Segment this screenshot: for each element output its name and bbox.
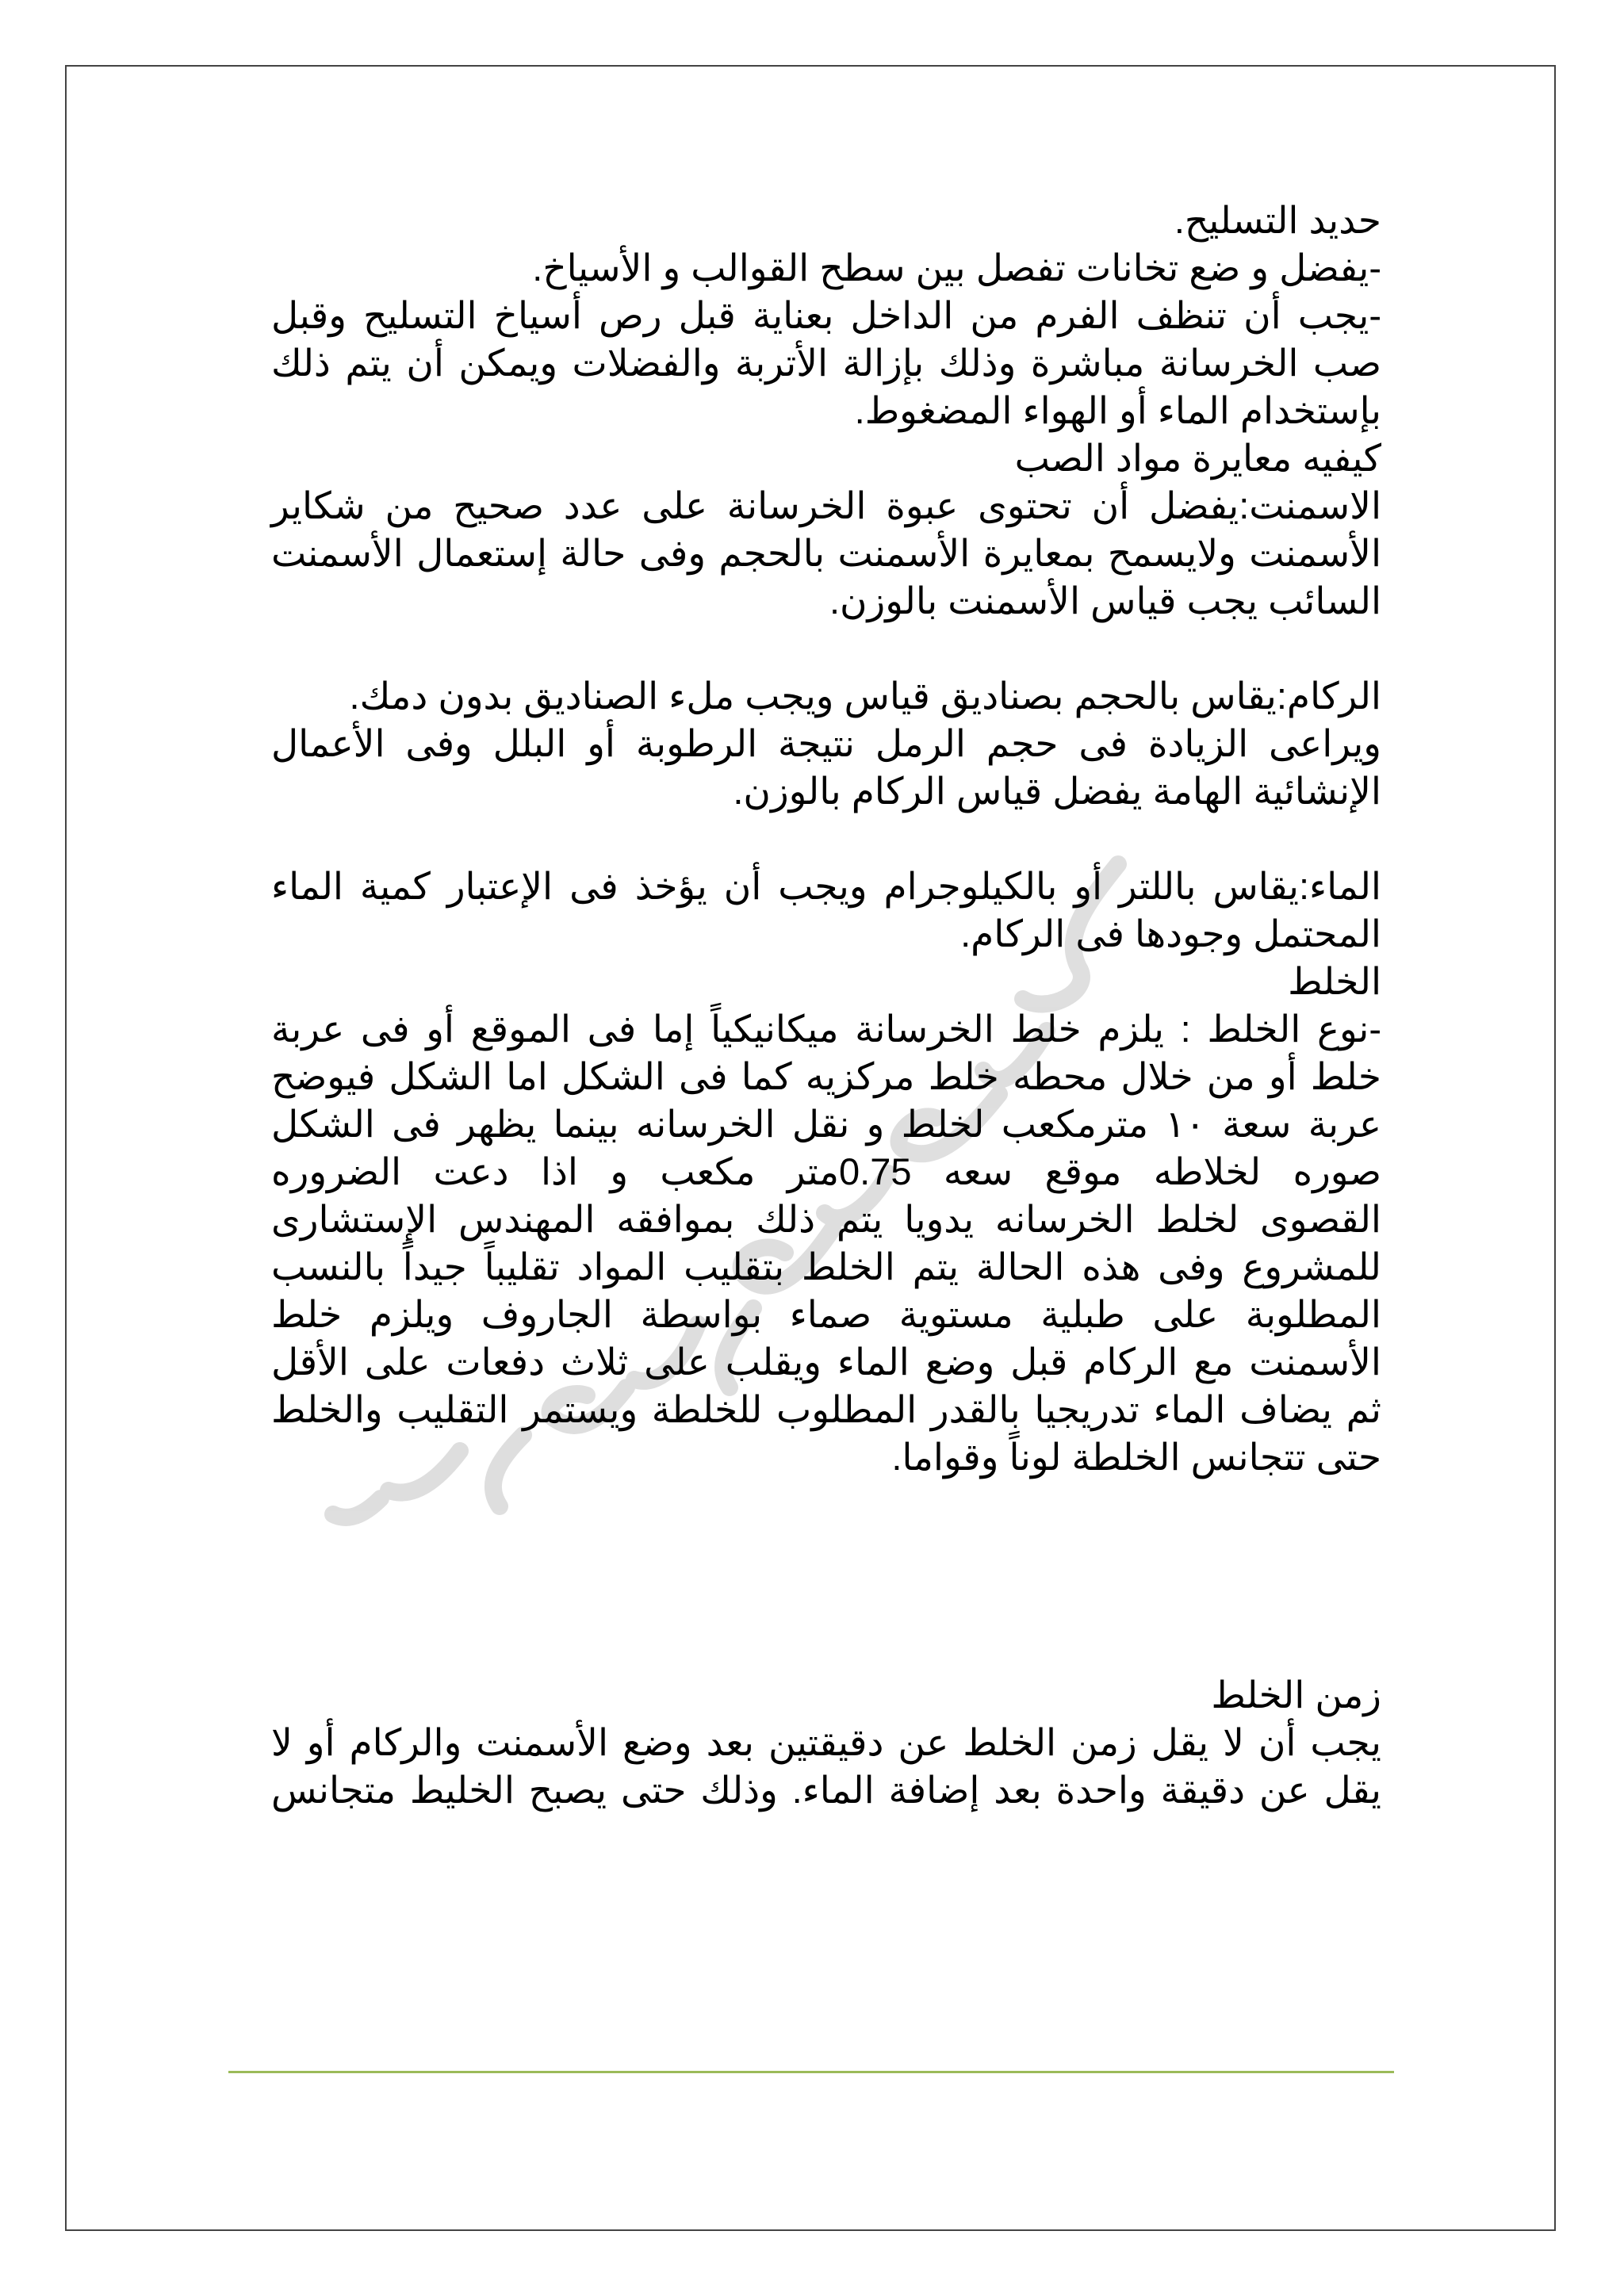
heading-calibration: كيفيه معايرة مواد الصب [1014,437,1381,479]
heading-mixing-time: زمن الخلط [1211,1674,1381,1716]
paragraph-line: ويراعى الزيادة فى حجم الرمل نتيجة الرطوبة أو البلل وفى الأعمال [271,722,1381,764]
paragraph-line: الاسمنت:يفضل أن تحتوى عبوة الخرسانة على عدد صحيح من شكاير [271,484,1381,526]
heading-mixing: الخلط [1288,960,1381,1002]
paragraph-line: -يفضل و ضع تخانات تفصل بين سطح القوالب و الأسياخ. [532,247,1381,289]
paragraph-line: يقل عن دقيقة واحدة بعد إضافة الماء. وذلك حتى يصبح الخليط متجانس [271,1769,1381,1811]
paragraph-line: ثم يضاف الماء تدريجيا بالقدر المطلوب للخلطة ويستمر التقليب والخلط [271,1388,1381,1430]
paragraph-line: القصوى لخلط الخرسانه يدويا يتم ذلك بموافقه المهندس الإستشارى [271,1198,1381,1240]
paragraph-line: الماء:يقاس باللتر أو بالكيلوجرام ويجب أن يؤخذ فى الإعتبار كمية الماء [271,865,1381,907]
paragraph-line: حتى تتجانس الخلطة لوناً وقواما. [891,1436,1381,1478]
paragraph-line: المحتمل وجودها فى الركام. [960,913,1381,955]
paragraph-line: -يجب أن تنظف الفرم من الداخل بعناية قبل رص أسياخ التسليح وقبل [271,294,1381,336]
paragraph-line: يجب أن لا يقل زمن الخلط عن دقيقتين بعد وضع الأسمنت والركام أو لا [271,1721,1381,1763]
heading-rebar: حديد التسليح. [1174,199,1381,241]
paragraph-line: الركام:يقاس بالحجم بصناديق قياس ويجب ملء الصناديق بدون دمك. [349,675,1381,717]
footer-rule [228,2071,1394,2073]
paragraph-line: السائب يجب قياس الأسمنت بالوزن. [829,580,1381,622]
paragraph-line: للمشروع وفى هذه الحالة يتم الخلط بتقليب المواد تقليباً جيداً بالنسب [271,1246,1381,1288]
paragraph-line: الأسمنت ولايسمح بمعايرة الأسمنت بالحجم وفى حالة إستعمال الأسمنت [271,532,1381,574]
paragraph-line: صب الخرسانة مباشرة وذلك بإزالة الأتربة والفضلات ويمكن أن يتم ذلك [271,342,1381,384]
blank-lines [271,1481,1381,1671]
paragraph-line: عربة سعة ١٠ مترمكعب لخلط و نقل الخرسانه بينما يظهر فى الشكل [271,1103,1381,1145]
paragraph-line: الإنشائية الهامة يفضل قياس الركام بالوزن. [733,770,1381,812]
paragraph-line: المطلوبة على طبلية مستوية صماء بواسطة الجاروف ويلزم خلط [271,1293,1381,1335]
paragraph-line: خلط أو من خلال محطه خلط مركزيه كما فى الشكل اما الشكل فيوضح [271,1055,1381,1097]
blank-line [271,625,1381,672]
paragraph-line: صوره لخلاطه موقع سعه 0.75متر مكعب و اذا دعت الضروره [271,1150,1381,1192]
paragraph-line: -نوع الخلط : يلزم خلط الخرسانة ميكانيكياً إما فى الموقع أو فى عربة [271,1008,1381,1050]
blank-line [271,815,1381,863]
document-body [271,197,1381,1814]
paragraph-line: بإستخدام الماء أو الهواء المضغوط. [854,389,1381,431]
paragraph-line: الأسمنت مع الركام قبل وضع الماء ويقلب على ثلاث دفعات على الأقل [271,1341,1381,1383]
